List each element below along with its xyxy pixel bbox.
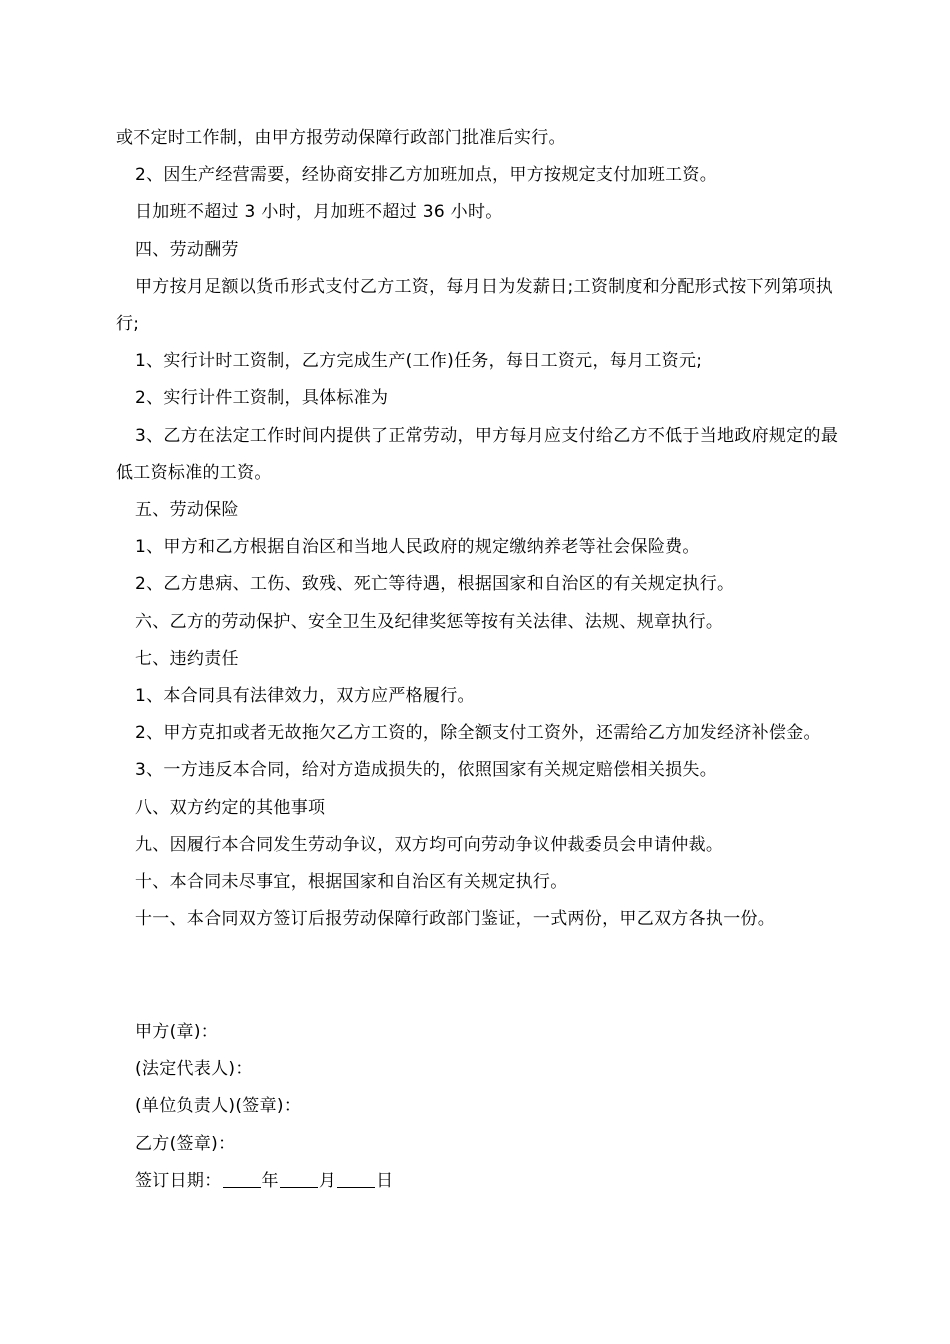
party-b-signature: 乙方(签章)： xyxy=(135,1133,236,1154)
party-a-seal: 甲方(章)： xyxy=(135,1022,219,1042)
day-label: 日 xyxy=(376,1170,394,1191)
signing-date xyxy=(135,1163,393,1200)
month-blank xyxy=(280,1170,318,1188)
year-label: 年 xyxy=(261,1170,279,1191)
section-heading-insurance: 五、劳动保险 xyxy=(135,500,239,521)
paragraph-minimum-wage: 3、乙方在法定工作时间内提供了正常劳动，甲方每月应支付给乙方不低于当地政府规定的最低工资标准的工资。 xyxy=(116,425,839,483)
day-blank xyxy=(337,1170,375,1188)
paragraph-overtime: 2、因生产经营需要，经协商安排乙方加班加点，甲方按规定支付加班工资。 xyxy=(135,165,718,186)
paragraph-work-hours-continued: 或不定时工作制，由甲方报劳动保障行政部门批准后实行。 xyxy=(116,128,566,148)
paragraph-overtime-limit: 日加班不超过 3 小时，月加班不超过 36 小时。 xyxy=(135,202,503,223)
section-heading-protection: 六、乙方的劳动保护、安全卫生及纪律奖惩等按有关法律、法规、规章执行。 xyxy=(135,611,724,632)
section-heading-liability: 七、违约责任 xyxy=(135,648,239,669)
paragraph-piece-wage: 2、实行计件工资制，具体标准为 xyxy=(135,388,389,409)
signature-block xyxy=(135,1014,393,1200)
section-heading-unsettled-matters: 十、本合同未尽事宜，根据国家和自治区有关规定执行。 xyxy=(135,872,568,893)
unit-head-signature: (单位负责人)(签章)： xyxy=(135,1096,302,1117)
section-heading-remuneration: 四、劳动酬劳 xyxy=(135,239,239,260)
paragraph-hourly-wage: 1、实行计时工资制，乙方完成生产(工作)任务，每日工资元，每月工资元; xyxy=(135,351,703,372)
paragraph-wage-arrears: 2、甲方克扣或者无故拖欠乙方工资的，除全额支付工资外，还需给乙方加发经济补偿金。 xyxy=(135,723,821,744)
year-blank xyxy=(223,1170,261,1188)
paragraph-breach-compensation: 3、一方违反本合同，给对方造成损失的，依照国家有关规定赔偿相关损失。 xyxy=(135,760,718,781)
signing-date-label: 签订日期： xyxy=(135,1170,222,1191)
paragraph-legal-effect: 1、本合同具有法律效力，双方应严格履行。 xyxy=(135,686,475,707)
month-label: 月 xyxy=(318,1170,337,1191)
section-heading-copies: 十一、本合同双方签订后报劳动保障行政部门鉴证，一式两份，甲乙双方各执一份。 xyxy=(135,909,776,930)
legal-representative: (法定代表人)： xyxy=(135,1059,253,1080)
contract-body xyxy=(116,120,840,938)
paragraph-social-insurance: 1、甲方和乙方根据自治区和当地人民政府的规定缴纳养老等社会保险费。 xyxy=(135,537,700,558)
paragraph-wage-payment: 甲方按月足额以货币形式支付乙方工资，每月日为发薪日;工资制度和分配形式按下列第项执行; xyxy=(116,276,834,335)
paragraph-injury-benefits: 2、乙方患病、工伤、致残、死亡等待遇，根据国家和自治区的有关规定执行。 xyxy=(135,574,735,595)
section-heading-other-matters: 八、双方约定的其他事项 xyxy=(135,797,326,818)
section-heading-disputes: 九、因履行本合同发生劳动争议，双方均可向劳动争议仲裁委员会申请仲裁。 xyxy=(135,834,724,855)
